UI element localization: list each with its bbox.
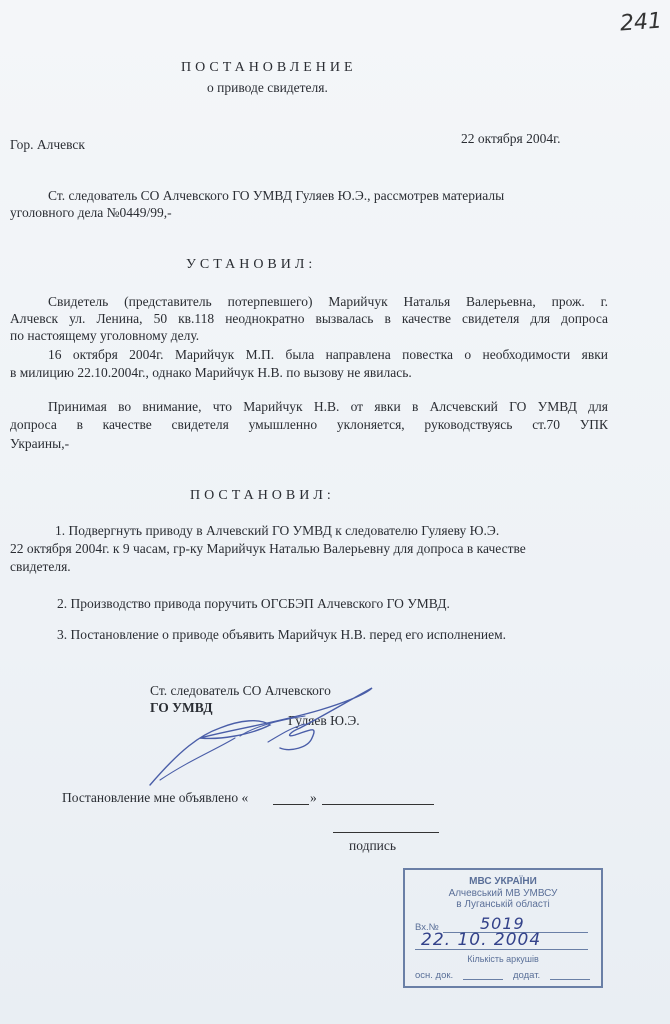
signature-scribble: [140, 680, 380, 795]
stamp-dodat-label: додат.: [513, 970, 541, 981]
announced-date-blank: [322, 804, 434, 805]
document-date: 22 октября 2004г.: [461, 131, 561, 146]
stamp-line-3: в Луганській області: [456, 899, 550, 910]
document-title: ПОСТАНОВЛЕНИЕ: [181, 60, 357, 75]
established-p1-line-3: по настоящему уголовному делу.: [10, 328, 200, 343]
stamp-date: 22. 10. 2004: [421, 930, 542, 950]
stamp-rule-3: [463, 979, 503, 980]
page-number: 241: [619, 8, 663, 37]
established-p1-line-2: Алчевск ул. Ленина, 50 кв.118 неоднократно вызвалась в качестве свидетеля для допроса: [10, 311, 608, 326]
established-p3-line-2: допроса в качестве свидетеля умышленно уклоняется, руководствуясь ст.70 УПК: [10, 417, 608, 432]
stamp-rule-4: [550, 979, 590, 980]
stamp-vkh-label: Вх.№: [415, 922, 439, 933]
announced-close-quote: »: [310, 790, 317, 805]
established-p3-line-1: Принимая во внимание, что Марийчук Н.В. от явки в Алсчевский ГО УМВД для: [48, 399, 608, 414]
resolved-item-1-line-3: свидетеля.: [10, 559, 71, 574]
announced-day-blank: [273, 804, 309, 805]
resolved-item-3: 3. Постановление о приводе объявить Марийчук Н.В. перед его исполнением.: [57, 627, 507, 642]
resolved-item-2: 2. Производство привода поручить ОГСБЭП Алчевского ГО УМВД.: [57, 596, 450, 611]
established-heading: УСТАНОВИЛ:: [186, 257, 317, 272]
resolved-item-1-line-1: 1. Подвергнуть приводу в Алчевский ГО УМВД к следователю Гуляеву Ю.Э.: [55, 523, 500, 538]
stamp-sheet-count-label: Кількість аркушів: [467, 954, 539, 964]
stamp-line-2: Алчевський МВ УМВСУ: [448, 888, 558, 899]
document-subtitle: о приводе свидетеля.: [207, 80, 328, 95]
intro-line-1: Ст. следователь СО Алчевского ГО УМВД Гуляев Ю.Э., рассмотрев материалы: [48, 188, 505, 203]
signer-position-line-1: Ст. следователь СО Алчевского: [150, 683, 331, 698]
city: Гор. Алчевск: [10, 137, 85, 152]
signature-blank: [333, 832, 439, 833]
signer-position-line-2: ГО УМВД: [150, 700, 213, 715]
signer-name: Гуляев Ю.Э.: [288, 713, 360, 728]
announced-text: Постановление мне объявлено «: [62, 790, 249, 805]
signature-label: подпись: [349, 838, 397, 853]
established-p3-line-3: Украины,-: [10, 436, 70, 451]
registration-stamp: [403, 868, 603, 988]
stamp-vkh-number: 5019: [480, 914, 525, 933]
resolved-item-1-line-2: 22 октября 2004г. к 9 часам, гр-ку Марийчук Наталью Валерьевну для допроса в качестве: [10, 541, 526, 556]
stamp-line-1: МВС УКРАЇНИ: [469, 876, 537, 887]
established-p2-line-2: в милицию 22.10.2004г., однако Марийчук Н.В. по вызову не явилась.: [10, 365, 412, 380]
resolved-heading: ПОСТАНОВИЛ:: [190, 488, 335, 503]
established-p2-line-1: 16 октября 2004г. Марийчук М.П. была направлена повестка о необходимости явки: [48, 347, 608, 362]
intro-line-2: уголовного дела №0449/99,-: [10, 205, 172, 220]
established-p1-line-1: Свидетель (представитель потерпевшего) Марийчук Наталья Валерьевна, прож. г.: [48, 294, 608, 309]
stamp-osn-label: осн. док.: [415, 970, 454, 981]
